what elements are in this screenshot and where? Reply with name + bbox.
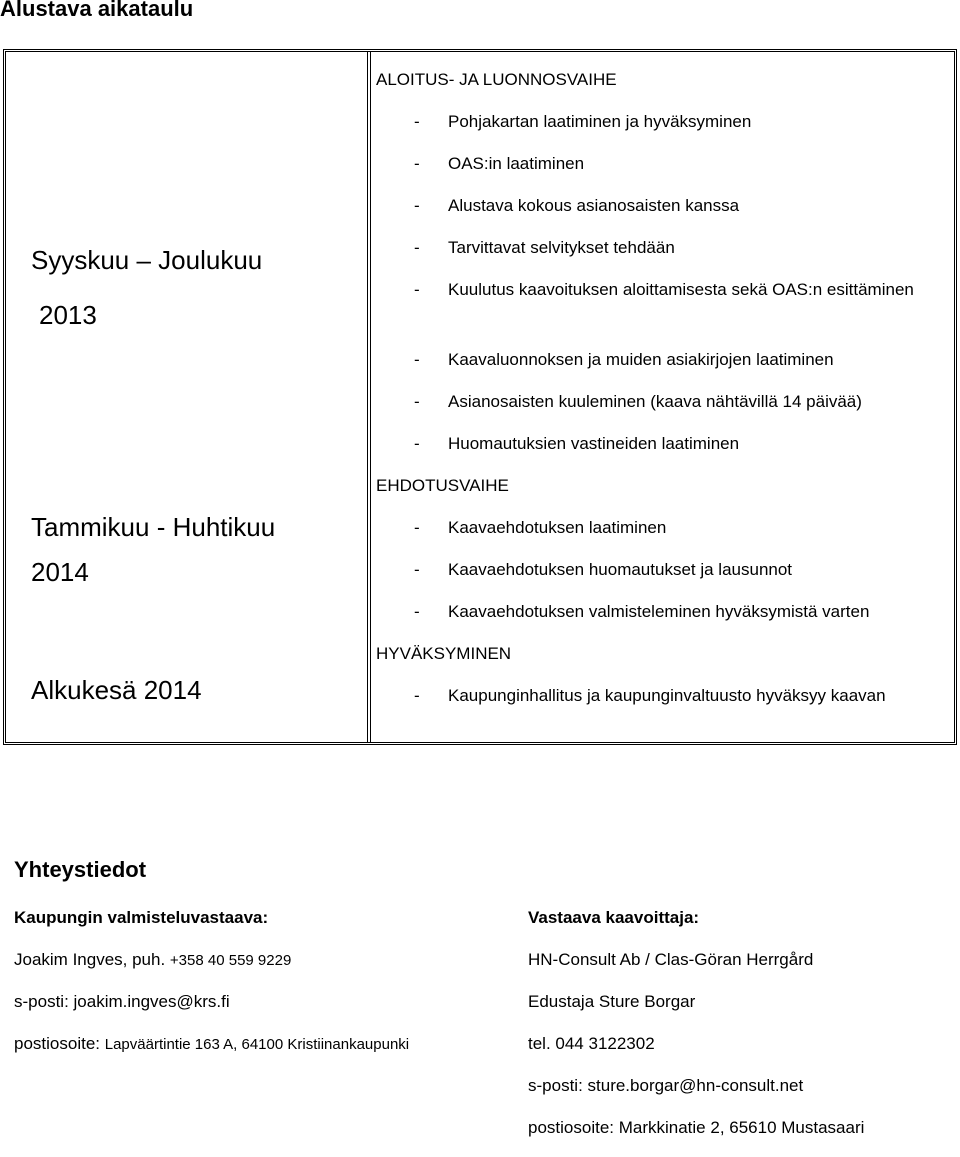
contact-phone: tel. 044 3122302 bbox=[528, 1034, 655, 1053]
list-item: - Kuulutus kaavoituksen aloittamisesta sekä OAS:n esittäminen bbox=[414, 280, 914, 299]
contact-email: s-posti: sture.borgar@hn-consult.net bbox=[528, 1076, 804, 1095]
contact-email: s-posti: joakim.ingves@krs.fi bbox=[14, 992, 230, 1011]
contact-address: postiosoite: Lapväärtintie 163 A, 64100 Kristiinankaupunki bbox=[14, 1034, 410, 1053]
period-label: Alkukesä 2014 bbox=[31, 675, 202, 705]
contact-heading: Vastaava kaavoittaja: bbox=[528, 908, 700, 927]
phase-heading: ALOITUS- JA LUONNOSVAIHE bbox=[376, 70, 617, 89]
contact-name: Joakim Ingves, puh. +358 40 559 9229 bbox=[14, 950, 292, 969]
list-item: - Tarvittavat selvitykset tehdään bbox=[414, 238, 675, 257]
contact-person: Edustaja Sture Borgar bbox=[528, 992, 696, 1011]
contact-address: postiosoite: Markkinatie 2, 65610 Mustasaari bbox=[528, 1118, 865, 1137]
list-item: - Kaavaehdotuksen valmisteleminen hyväksymistä varten bbox=[414, 602, 870, 621]
period-year: 2014 bbox=[31, 557, 89, 587]
phases-column bbox=[376, 67, 951, 753]
period-year: 2013 bbox=[39, 300, 97, 330]
period-cell bbox=[31, 510, 275, 589]
page-title: Alustava aikataulu bbox=[0, 0, 194, 21]
contact-phone: +358 40 559 9229 bbox=[169, 952, 292, 969]
phase-heading: EHDOTUSVAIHE bbox=[376, 476, 509, 495]
list-item: - OAS:in laatiminen bbox=[414, 154, 585, 173]
phase-heading: HYVÄKSYMINEN bbox=[376, 644, 512, 663]
contact-right bbox=[528, 905, 864, 1157]
contact-company: HN-Consult Ab / Clas-Göran Herrgård bbox=[528, 950, 814, 969]
contacts-title: Yhteystiedot bbox=[14, 857, 147, 882]
list-item: - Huomautuksien vastineiden laatiminen bbox=[414, 434, 740, 453]
period-cell bbox=[31, 673, 202, 707]
schedule-table bbox=[3, 49, 957, 745]
list-item: - Pohjakartan laatiminen ja hyväksyminen bbox=[414, 112, 752, 131]
list-item: - Kaavaluonnoksen ja muiden asiakirjojen laatiminen bbox=[414, 350, 834, 369]
list-item: - Kaupunginhallitus ja kaupunginvaltuusto hyväksyy kaavan bbox=[414, 686, 886, 705]
list-item: - Kaavaehdotuksen laatiminen bbox=[414, 518, 667, 537]
column-divider bbox=[367, 52, 371, 742]
period-label: Tammikuu - Huhtikuu bbox=[31, 512, 276, 542]
list-item: - Alustava kokous asianosaisten kanssa bbox=[414, 196, 740, 215]
list-item: - Kaavaehdotuksen huomautukset ja lausunnot bbox=[414, 560, 793, 579]
contact-heading: Kaupungin valmisteluvastaava: bbox=[14, 908, 269, 927]
period-label: Syyskuu – Joulukuu bbox=[31, 245, 263, 275]
contact-left bbox=[14, 905, 409, 1073]
list-item: - Asianosaisten kuuleminen (kaava nähtävillä 14 päivää) bbox=[414, 392, 862, 411]
period-cell bbox=[31, 243, 262, 332]
